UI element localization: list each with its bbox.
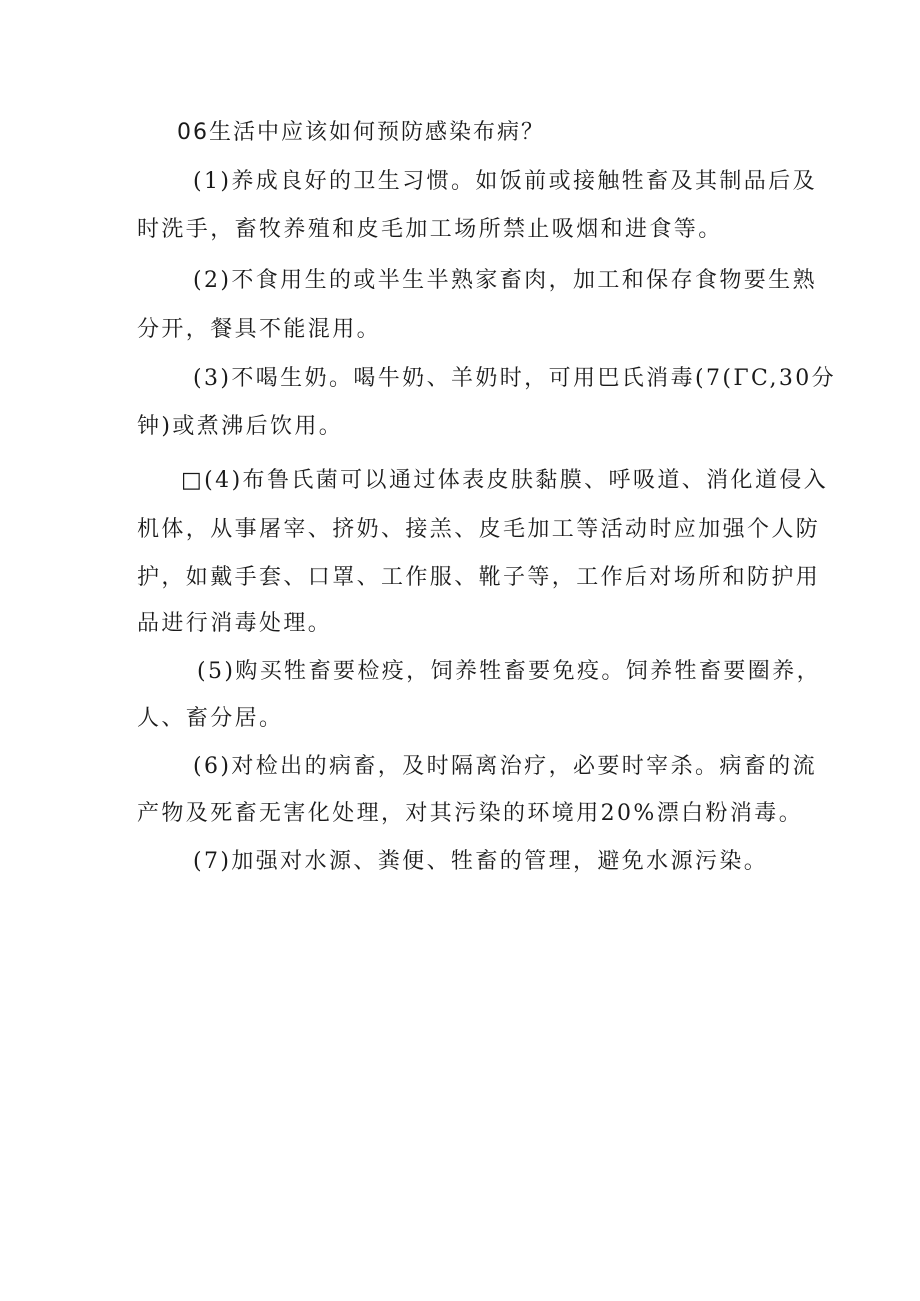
paragraph-line: (3)不喝生奶。喝牛奶、羊奶时，可用巴氏消毒(7(ΓC,30分 [193,366,837,391]
paragraph-line: 产物及死畜无害化处理，对其污染的环境用20%漂白粉消毒。 [137,801,804,826]
paragraph-line: (5)购买牲畜要检疫，饲养牲畜要免疫。饲养牲畜要圈养， [197,659,821,684]
paragraph-line: □(4)布鲁氏菌可以通过体表皮肤黏膜、呼吸道、消化道侵入 [181,468,829,493]
paragraph-line: 人、畜分居。 [137,706,284,731]
paragraph-line: 机体，从事屠宰、挤奶、接羔、皮毛加工等活动时应加强个人防 [137,517,821,542]
paragraph-line: 护，如戴手套、口罩、工作服、靴子等，工作后对场所和防护用 [137,565,821,590]
paragraph-line: 时洗手，畜牧养殖和皮毛加工场所禁止吸烟和进食等。 [137,217,723,242]
paragraph-line: 分开，餐具不能混用。 [137,317,382,342]
paragraph-line: (2)不食用生的或半生半熟家畜肉，加工和保存食物要生熟 [193,268,817,293]
paragraph-line: (7)加强对水源、粪便、牲畜的管理，避免水源污染。 [193,849,769,874]
section-heading: 06生活中应该如何预防感染布病？ [177,120,545,145]
paragraph-line: 品进行消毒处理。 [137,611,333,636]
paragraph-line: (1)养成良好的卫生习惯。如饭前或接触牲畜及其制品后及 [193,169,817,194]
paragraph-line: (6)对检出的病畜，及时隔离治疗，必要时宰杀。病畜的流 [193,754,817,779]
paragraph-line: 钟)或煮沸后饮用。 [137,414,344,439]
